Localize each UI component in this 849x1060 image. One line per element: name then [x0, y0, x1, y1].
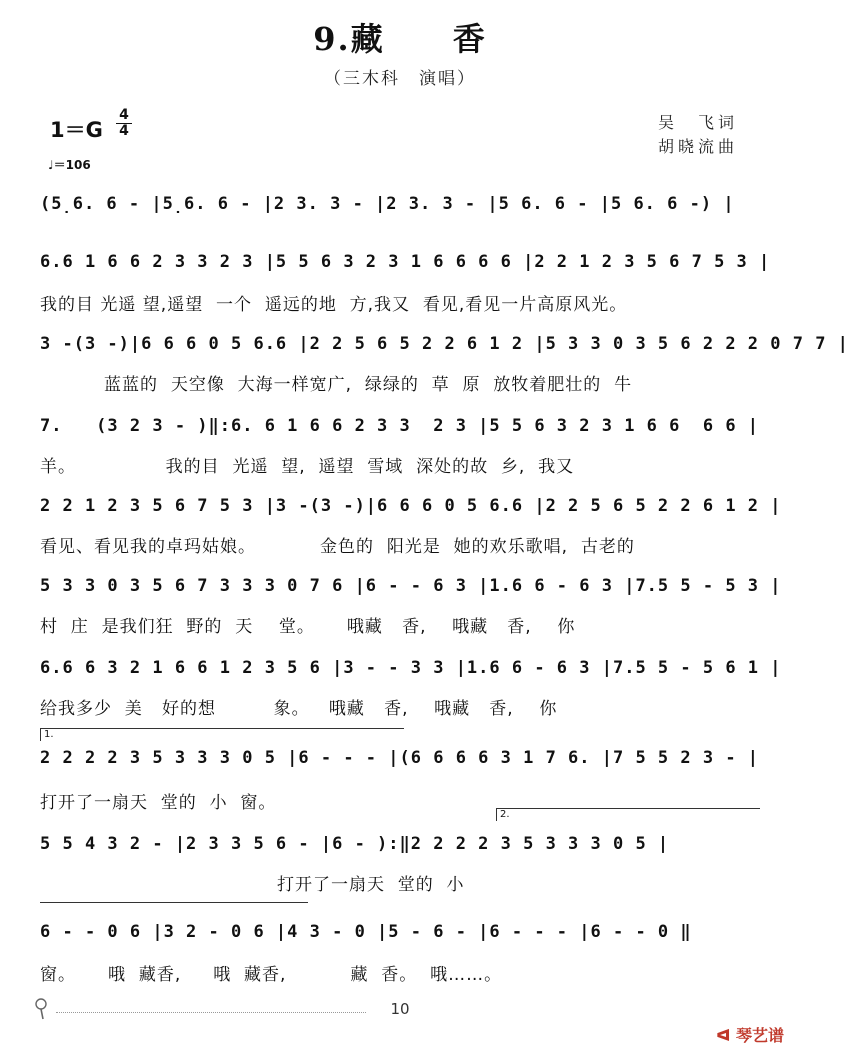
time-signature	[116, 108, 132, 139]
notation-row-7: 6.6 6 3 2 1 6 6 1 2 3 5 6 |3 - - 3 3 |1.6 6 - 6 3 |7.5 5 - 5 6 1 |	[40, 658, 782, 678]
notation-row-4: 7. (3 2 3 - )‖:6. 6 1 6 6 2 3 3 2 3 |5 5 6 3 2 3 1 6 6 6 6 |	[40, 416, 760, 436]
lyrics-row-3: 蓝蓝的 天空像 大海一样宽广, 绿绿的 草 原 放牧着肥壮的 牛	[40, 375, 633, 395]
notation-row-8: 2 2 2 2 3 5 3 3 3 0 5 |6 - - - |(6 6 6 6 3 1 7 6. |7 5 5 2 3 - |	[40, 748, 760, 768]
brand-name: 琴艺谱	[735, 1026, 784, 1045]
song-title: 9.藏 香	[313, 20, 487, 58]
second-ending-label: 2.	[500, 809, 510, 820]
notation-row-5: 2 2 1 2 3 5 6 7 5 3 |3 -(3 -)|6 6 6 0 5 6.6 |2 2 5 6 5 2 2 6 1 2 |	[40, 496, 782, 516]
lyrics-row-9: 打开了一扇天 堂的 小	[40, 875, 465, 895]
lyrics-row-5: 看见、看见我的卓玛姑娘。 金色的 阳光是 她的欢乐歌唱, 古老的	[40, 537, 635, 557]
lyrics-row-10: 窗。 哦 藏香, 哦 藏香, 藏 香。 哦……。	[40, 965, 503, 985]
key-signature: 1＝G	[50, 118, 103, 142]
time-signature-bottom: 4	[119, 123, 129, 139]
notation-row-1: (5̣6. 6 - |5̣6. 6 - |2 3. 3 - |2 3. 3 - |5 6. 6 - |5 6. 6 -) |	[40, 194, 735, 214]
tempo-marking: ♩＝106	[48, 158, 91, 172]
performer-credit: （三木科 演唱）	[324, 69, 476, 89]
lyrics-row-6: 村 庄 是我们狂 野的 天 堂。 哦藏 香, 哦藏 香, 你	[40, 617, 576, 637]
time-signature-top: 4	[116, 108, 132, 124]
notation-row-10: 6 - - 0 6 |3 2 - 0 6 |4 3 - 0 |5 - 6 - |6 - - - |6 - - 0 ‖	[40, 922, 692, 942]
ending-bracket-line	[40, 902, 308, 903]
notation-row-2: 6.6 1 6 6 2 3 3 2 3 |5 5 6 3 2 3 1 6 6 6 6 |2 2 1 2 3 5 6 7 5 3 |	[40, 252, 771, 272]
notation-row-9: 5 5 4 3 2 - |2 3 3 5 6 - |6 - ):‖2 2 2 2 3 5 3 3 3 0 5 |	[40, 834, 670, 854]
notation-row-3: 3 -(3 -)|6 6 6 0 5 6.6 |2 2 5 6 5 2 2 6 1 2 |5 3 3 0 3 5 6 2 2 2 0 7 7 |	[40, 334, 849, 354]
second-ending-bracket	[496, 808, 760, 821]
first-ending-bracket	[40, 728, 404, 741]
composer-credit: 胡晓流曲	[657, 137, 738, 156]
lyrics-row-4: 羊。 我的目 光遥 望, 遥望 雪域 深处的故 乡, 我又	[40, 457, 575, 477]
first-ending-label: 1.	[44, 729, 54, 740]
lyrics-row-2: 我的目 光遥 望,遥望 一个 遥远的地 方,我又 看见,看见一片高原风光。	[40, 295, 628, 315]
lyrics-row-7: 给我多少 美 好的想 象。 哦藏 香, 哦藏 香, 你	[40, 699, 558, 719]
lyrics-row-8: 打开了一扇天 堂的 小 窗。	[40, 793, 277, 813]
page-number: 10	[390, 1000, 410, 1018]
notation-row-6: 5 3 3 0 3 5 6 7 3 3 3 0 7 6 |6 - - 6 3 |1.6 6 - 6 3 |7.5 5 - 5 3 |	[40, 576, 782, 596]
brand-logo	[716, 1023, 784, 1046]
brand-mark-icon: ᐊ	[715, 1026, 736, 1045]
lyricist-credit: 吴 飞词	[657, 113, 738, 132]
